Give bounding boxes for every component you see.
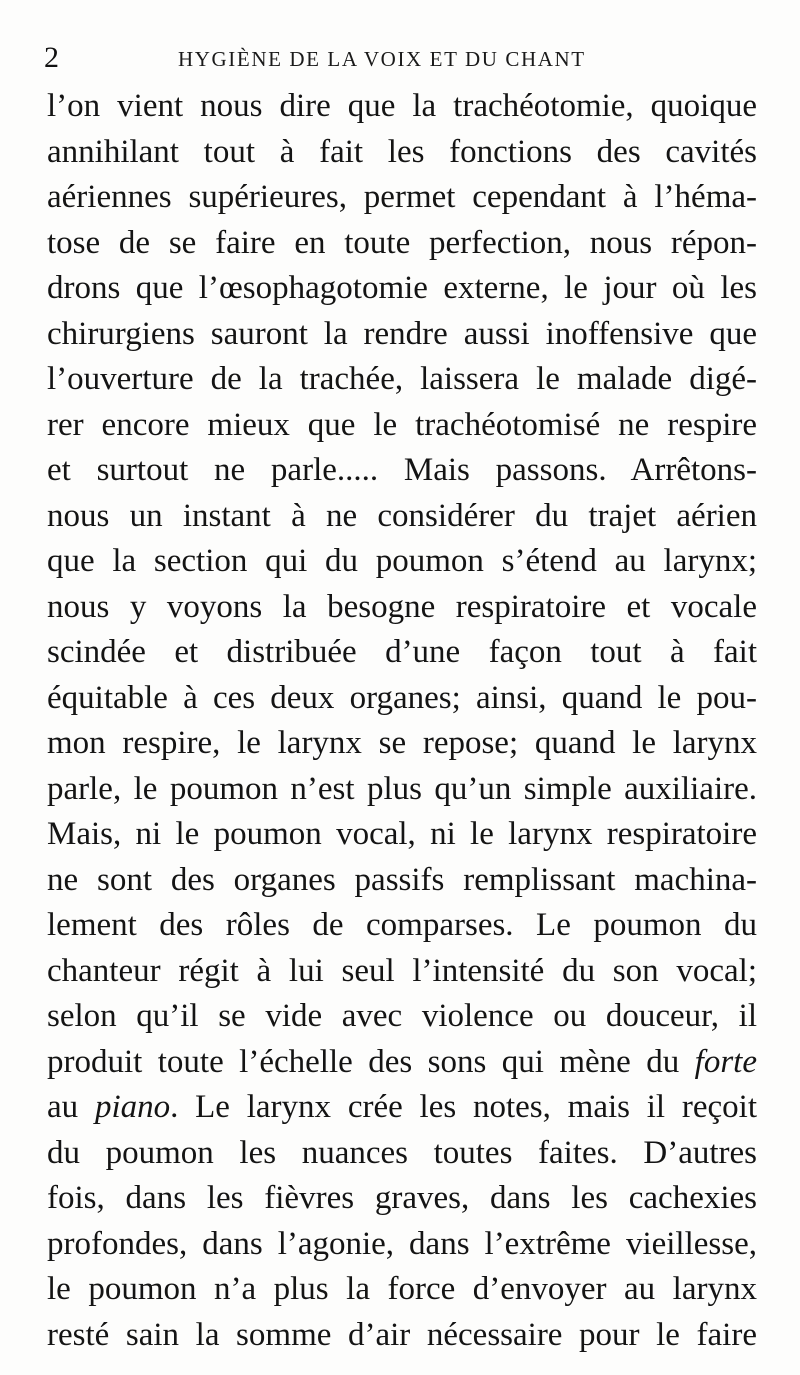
text-line: tose de se faire en toute perfection, nous répon- xyxy=(47,224,757,261)
text-line: équitable à ces deux organes; ainsi, quand le pou- xyxy=(47,679,757,716)
text-line: que la section qui du poumon s’étend au larynx; xyxy=(47,543,757,579)
text-line: parle, le poumon n’est plus qu’un simple auxiliaire. xyxy=(47,770,757,807)
text-line: drons que l’œsophagotomie externe, le jour où les xyxy=(47,270,757,306)
text-line: mon respire, le larynx se repose; quand le larynx xyxy=(47,725,757,761)
text-line: du poumon les nuances toutes faites. D’autres xyxy=(47,1134,757,1171)
body-text xyxy=(47,84,757,1358)
text-line: resté sain la somme d’air nécessaire pour le faire xyxy=(47,1316,757,1353)
text-line: et surtout ne parle..... Mais passons. Arrêtons- xyxy=(47,452,757,488)
text-span: . Le larynx crée les notes, mais il reçoit xyxy=(170,1089,757,1125)
text-line: aériennes supérieures, permet cependant à l’héma- xyxy=(47,179,757,215)
text-line: scindée et distribuée d’une façon tout à fait xyxy=(47,634,757,670)
text-span: au xyxy=(47,1089,95,1125)
text-line: chirurgiens sauront la rendre aussi inoffensive que xyxy=(47,315,757,352)
page-number: 2 xyxy=(44,41,59,74)
text-line: le poumon n’a plus la force d’envoyer au larynx xyxy=(47,1271,757,1307)
text-line-with-italic xyxy=(47,1085,757,1131)
text-line: profondes, dans l’agonie, dans l’extrême vieillesse, xyxy=(47,1225,757,1262)
text-span: produit toute l’échelle des sons qui mène du xyxy=(47,1043,695,1080)
text-line-with-italic xyxy=(47,1040,757,1086)
text-line: fois, dans les fièvres graves, dans les cachexies xyxy=(47,1180,757,1216)
text-line: annihilant tout à fait les fonctions des cavités xyxy=(47,133,757,170)
text-line: rer encore mieux que le trachéotomisé ne respire xyxy=(47,406,757,443)
text-line: l’ouverture de la trachée, laissera le malade digé- xyxy=(47,361,757,397)
text-line: nous y voyons la besogne respiratoire et vocale xyxy=(47,588,757,625)
text-line: lement des rôles de comparses. Le poumon du xyxy=(47,907,757,943)
text-line: l’on vient nous dire que la trachéotomie, quoique xyxy=(47,88,757,124)
page-header xyxy=(44,38,756,78)
text-line: Mais, ni le poumon vocal, ni le larynx respiratoire xyxy=(47,816,757,852)
text-line: chanteur régit à lui seul l’intensité du son vocal; xyxy=(47,952,757,989)
text-line: nous un instant à ne considérer du trajet aérien xyxy=(47,497,757,534)
italic-word-piano: piano xyxy=(94,1089,171,1125)
text-line: ne sont des organes passifs remplissant machina- xyxy=(47,861,757,898)
text-line: selon qu’il se vide avec violence ou douceur, il xyxy=(47,998,757,1034)
running-head: HYGIÈNE DE LA VOIX ET DU CHANT xyxy=(178,47,586,71)
italic-word-forte: forte xyxy=(694,1043,757,1080)
